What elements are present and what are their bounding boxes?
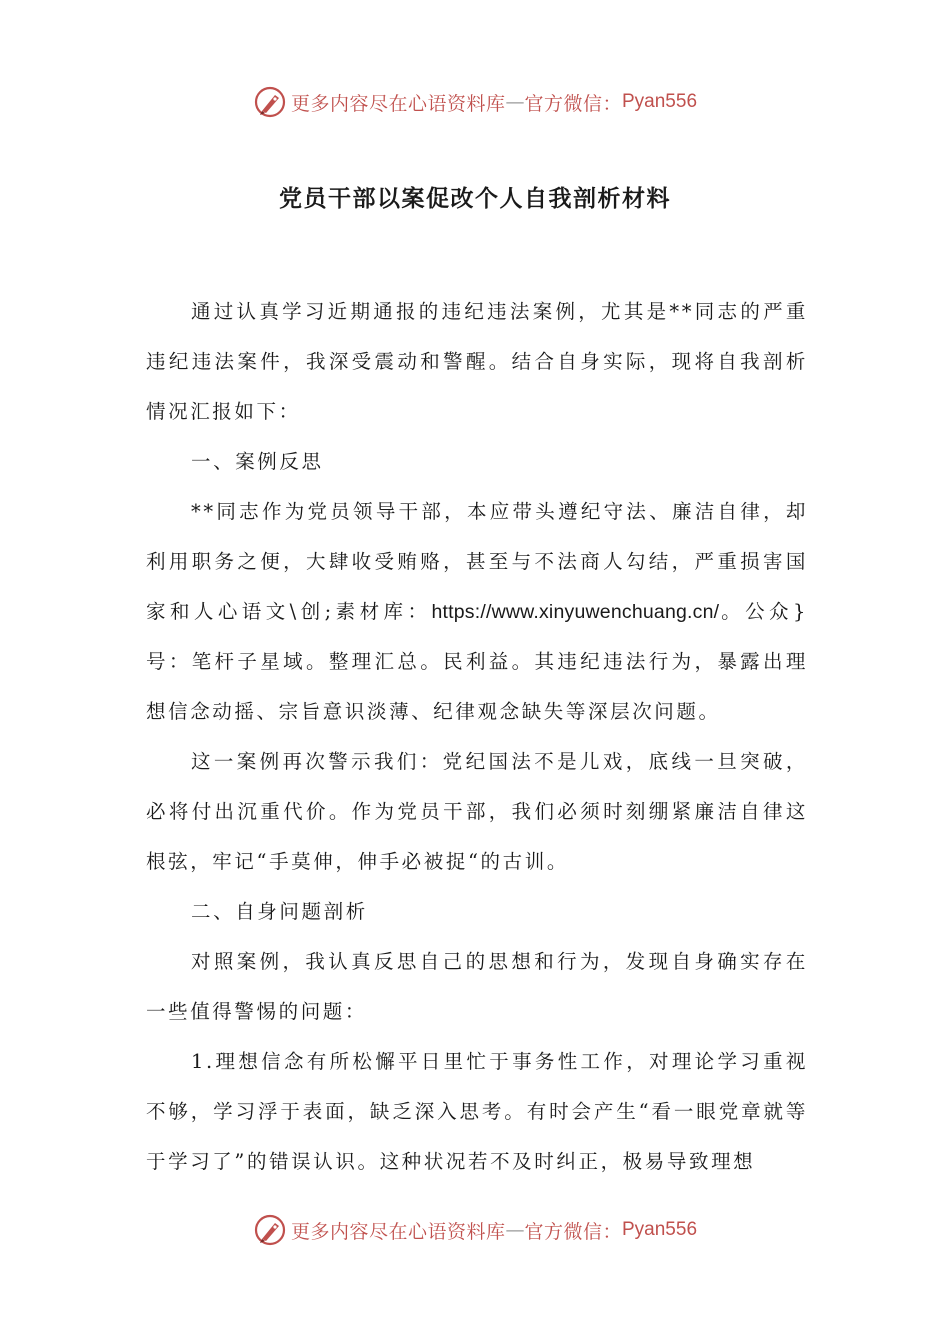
banner-dash: — <box>505 1219 525 1241</box>
banner-label: 官方微信： <box>524 92 622 115</box>
case-paragraph <box>146 487 808 737</box>
banner-main-text: 更多内容尽在心语资料库 <box>290 1220 506 1243</box>
document-body <box>146 287 808 1187</box>
case-paragraph-text-a: **同志作为党员领导干部，本应带头遵纪守法、廉洁自律，却利用职务之便，大肆收受贿赂，甚至与不法商人勾结，严重损害国家和人心语文\创;素材库： <box>146 500 808 623</box>
pen-nib-logo-icon <box>253 1213 287 1247</box>
warning-paragraph: 这一案例再次警示我们：党纪国法不是儿戏，底线一旦突破，必将付出沉重代价。作为党员干部，我们必须时刻绷紧廉洁自律这根弦，牢记“手莫伸，伸手必被捉“的古训。 <box>146 750 808 873</box>
footer-watermark-banner <box>0 1210 950 1250</box>
analysis-intro-paragraph: 对照案例，我认真反思自己的思想和行为，发现自身确实存在一些值得警惕的问题： <box>146 950 808 1023</box>
pen-nib-logo-icon <box>253 85 287 119</box>
banner-dash: — <box>505 91 525 113</box>
section-heading-self-analysis: 二、自身问题剖析 <box>191 900 368 923</box>
case-paragraph-text-b: 。公众}号：笔杆子星域。整理汇总。民利益。其违纪违法行为，暴露出理想信念动摇、宗旨意识淡薄、纪律观念缺失等深层次问题。 <box>146 600 808 723</box>
header-watermark-banner <box>0 82 950 122</box>
case-paragraph-url: https://www.xinyuwenchuang.cn/ <box>431 601 720 623</box>
section-heading-case-reflection: 一、案例反思 <box>191 450 324 473</box>
banner-label: 官方微信： <box>524 1220 622 1243</box>
banner-main-text: 更多内容尽在心语资料库 <box>290 92 506 115</box>
intro-paragraph: 通过认真学习近期通报的违纪违法案例，尤其是**同志的严重违纪违法案件，我深受震动和警醒。结合自身实际，现将自我剖析情况汇报如下： <box>146 300 808 423</box>
document-title: 党员干部以案促改个人自我剖析材料 <box>279 186 671 212</box>
point-1-paragraph: 1.理想信念有所松懈平日里忙于事务性工作，对理论学习重视不够，学习浮于表面，缺乏深入思考。有时会产生“看一眼党章就等于学习了”的错误认识。这种状况若不及时纠正，极易导致理想 <box>146 1050 808 1173</box>
banner-contact: Pyan556 <box>622 91 698 112</box>
banner-contact: Pyan556 <box>622 1219 698 1240</box>
